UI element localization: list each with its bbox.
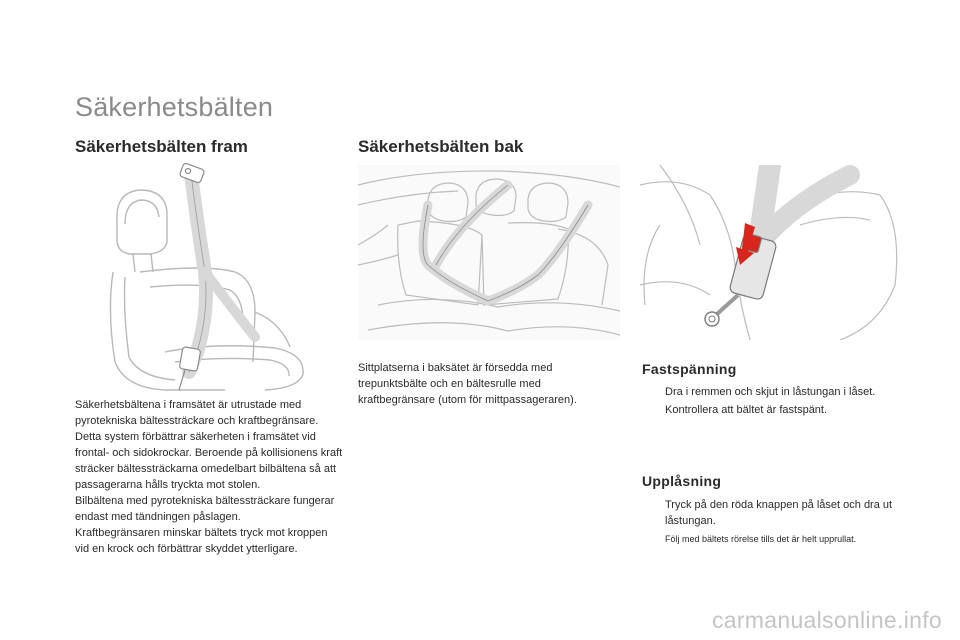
front-paragraph: Kraftbegränsaren minskar bältets tryck mot kroppen vid en krock och förbättrar skyddet ytterligare. [75, 527, 328, 555]
rear-seats-drawing [358, 165, 620, 340]
front-seatbelts-heading: Säkerhetsbälten fram [75, 137, 248, 156]
front-paragraph: Detta system förbättrar säkerheten i framsätet vid frontal- och sidokrockar. Beroende på kollisionens kraft sträcker bältessträckarna omedelbart bilbältena så att passagerarna hålls tryckta mot stolen. [75, 431, 343, 491]
front-paragraph: Bilbältena med pyrotekniska bältessträckare fungerar endast med tändningen påslagen. [75, 495, 335, 523]
list-item [643, 402, 913, 418]
page-title: Säkerhetsbälten [75, 92, 274, 122]
unlocking-step: Följ med bältets rörelse tills det är helt upprullat. [665, 534, 857, 544]
front-seat-drawing [105, 162, 325, 392]
rear-seats-illustration [358, 165, 620, 340]
front-seatbelts-text [75, 397, 343, 557]
front-paragraph: Säkerhetsbältena i framsätet är utrustade med pyrotekniska bältessträckare och kraftbegränsare. [75, 399, 319, 427]
list-item [643, 384, 913, 400]
buckle-illustration [640, 165, 902, 340]
list-item [643, 497, 903, 529]
unlocking-step: Tryck på den röda knappen på låset och dra ut låstungan. [665, 499, 893, 527]
fastening-list [643, 384, 913, 420]
buckle-drawing [640, 165, 902, 340]
watermark: carmanualsonline.info [711, 607, 942, 633]
front-seat-illustration [105, 162, 325, 392]
rear-seatbelts-text: Sittplatserna i baksätet är försedda med trepunktsbälte och en bältesrulle med kraftbegränsare (utom för mittpassageraren). [358, 362, 577, 406]
unlocking-heading: Upplåsning [642, 473, 722, 489]
fastening-heading: Fastspänning [642, 361, 737, 377]
list-item [643, 533, 903, 546]
fastening-step: Kontrollera att bältet är fastspänt. [665, 404, 828, 416]
rear-seatbelts-heading: Säkerhetsbälten bak [358, 137, 524, 156]
unlocking-list [643, 497, 903, 548]
fastening-step: Dra i remmen och skjut in låstungan i låset. [665, 386, 876, 398]
